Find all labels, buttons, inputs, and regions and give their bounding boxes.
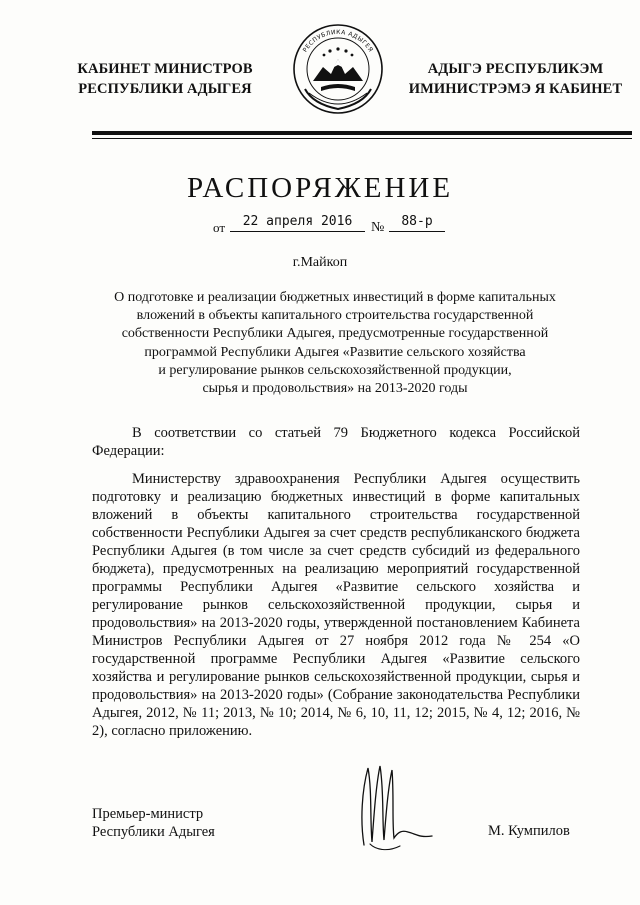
- signatory-position: [92, 805, 215, 841]
- handwritten-signature: [350, 760, 440, 860]
- svg-text:РЕСПУБЛИКА АДЫГЕЯ: РЕСПУБЛИКА АДЫГЕЯ: [301, 28, 375, 54]
- issuer-ru-line2: РЕСПУБЛИКИ АДЫГЕЯ: [78, 81, 252, 97]
- issuer-ady-line2: ИМИНИСТРЭМЭ Я КАБИНЕТ: [408, 81, 623, 97]
- subject-line: О подготовке и реализации бюджетных инвестиций в форме капитальных: [114, 290, 556, 305]
- coat-of-arms-emblem: [283, 19, 393, 119]
- signatory-role-line2: Республики Адыгея: [92, 824, 215, 840]
- subject-line: вложений в объекты капитального строительства государственной: [136, 308, 534, 324]
- body-paragraph-instruction: Министерству здравоохранения Республики Адыгея осуществить подготовку и реализацию бюджетных инвестиций в форме капитальных вложений в объекты капитального строительства государственной собственности Республики Адыгея за счет средств республиканского бюджета Республики Адыгея (в том числе за счет средств субсидий из федерального бюджета), предусмотренных на реализацию мероприятий государственной программы Республики Адыгея «Развитие сельского хозяйства и регулирование рынков сельскохозяйственной продукции, сырья и продовольствия» на 2013-2020 годы, утвержденной постановлением Кабинета Министров Республики Адыгея от 27 ноября 2012 года № 254 «О государственной программе Республики Адыгея «Развитие сельского хозяйства и регулирование рынков сельскохозяйственной продукции, сырья и продовольствия» на 2013-2020 годы» (Собрание законодательства Республики Адыгея, 2012, № 11; 2013, № 10; 2014, № 6, 10, 11, 12; 2015, № 4, 12; 2016, № 2), согласно приложению.: [92, 471, 580, 739]
- body-paragraph-legal-basis: В соответствии со статьей 79 Бюджетного кодекса Российской Федерации:: [92, 425, 580, 459]
- document-title: РАСПОРЯЖЕНИЕ: [186, 172, 454, 204]
- issuer-ady-line1: АДЫГЭ РЕСПУБЛИКЭМ: [427, 61, 604, 77]
- issuer-name-adyghe: [388, 59, 640, 99]
- signatory-role-line1: Премьер-министр: [92, 806, 204, 822]
- header-divider-thin: [92, 138, 632, 139]
- issuer-name-russian: [60, 59, 270, 99]
- document-number: 88-р: [389, 214, 445, 232]
- subject-line: и регулирование рынков сельскохозяйственной продукции,: [158, 362, 512, 378]
- document-city: г.Майкоп: [292, 255, 348, 270]
- issuer-ru-line1: КАБИНЕТ МИНИСТРОВ: [77, 61, 253, 77]
- header-divider-thick: [92, 131, 632, 135]
- document-subject: [90, 289, 580, 398]
- document-date: 22 апреля 2016: [230, 214, 365, 232]
- subject-line: программой Республики Адыгея «Развитие сельского хозяйства: [144, 344, 526, 360]
- subject-line: собственности Республики Адыгея, предусмотренные государственной: [121, 326, 549, 342]
- number-prefix: №: [371, 220, 385, 235]
- date-prefix: от: [213, 220, 226, 235]
- signatory-name: М. Кумпилов: [488, 823, 570, 839]
- subject-line: сырья и продовольствия» на 2013-2020 годы: [202, 381, 468, 397]
